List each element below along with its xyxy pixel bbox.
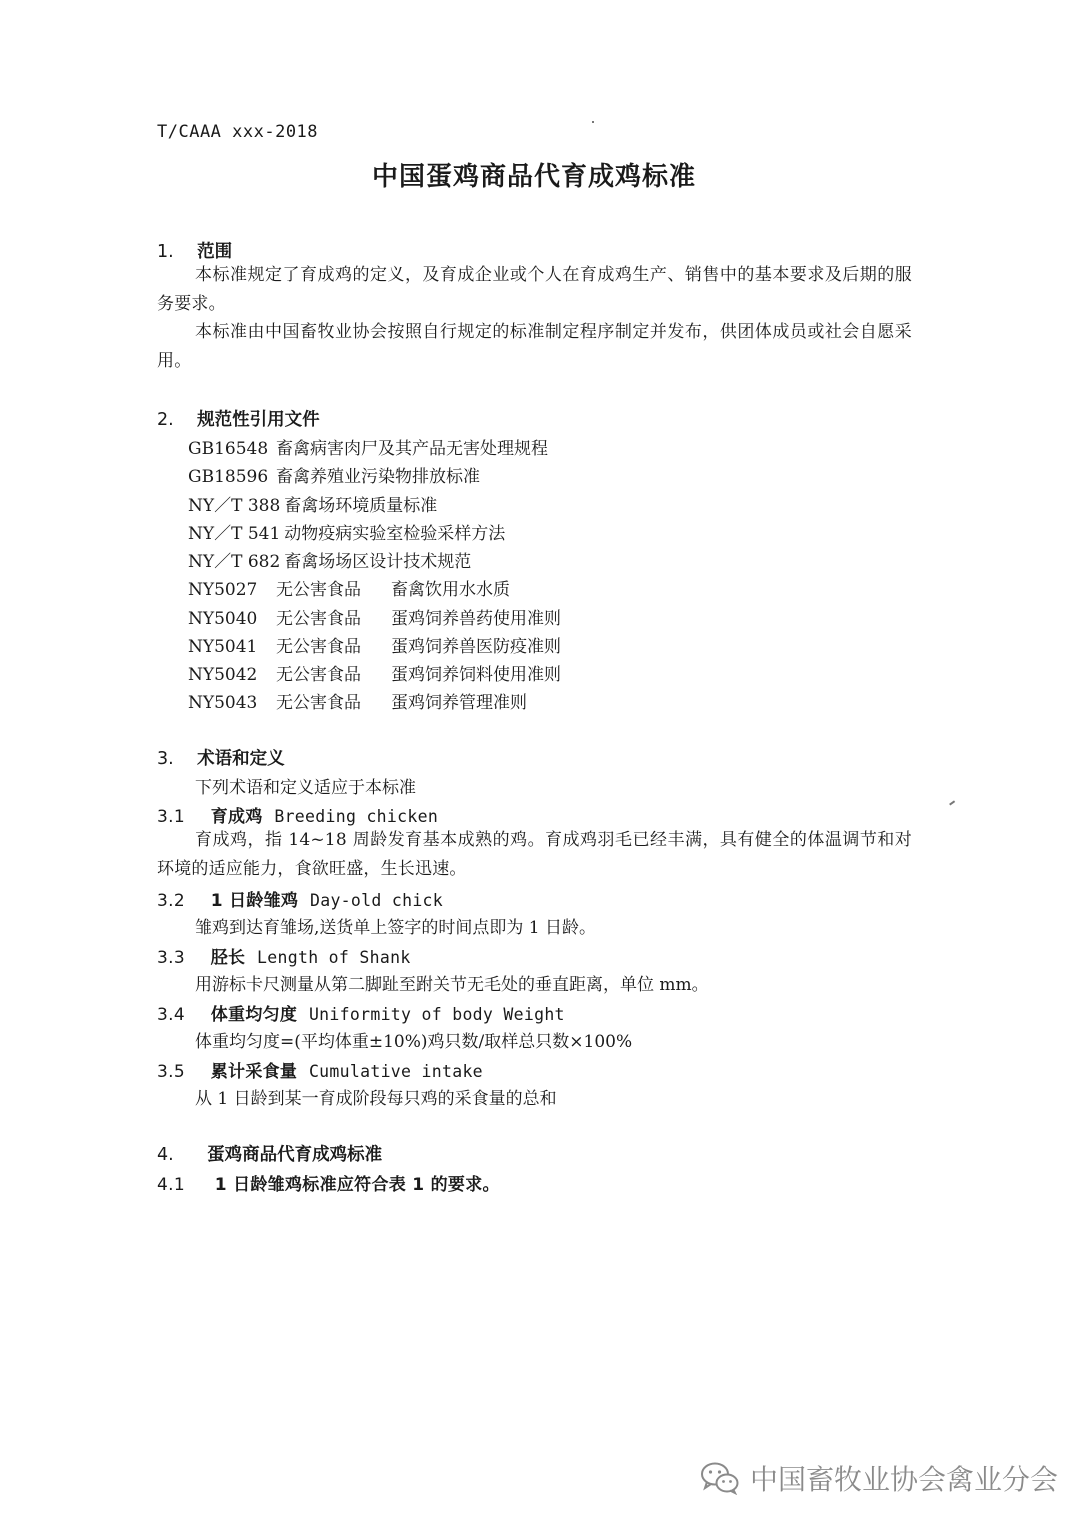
subsection-4-1 — [157, 1170, 506, 1195]
term-name-zh: 体重均匀度 — [210, 1005, 298, 1025]
section-1-heading — [157, 238, 232, 263]
section-number: 1. — [157, 242, 174, 262]
reference-category: 无公害食品 — [276, 637, 361, 657]
reference-name: 蛋鸡饲养兽药使用准则 — [391, 609, 561, 629]
section-2-heading — [157, 406, 320, 431]
reference-code: NY／T 682 — [188, 552, 281, 572]
section-title: 范围 — [197, 242, 233, 262]
term-definition: 从 1 日龄到某一育成阶段每只鸡的采食量的总和 — [195, 1089, 557, 1109]
wechat-icon — [700, 1461, 740, 1495]
section-1-paragraph-1: 本标准规定了育成鸡的定义，及育成企业或个人在育成鸡生产、销售中的基本要求及后期的服务要求。 — [157, 265, 912, 314]
section-title: 规范性引用文件 — [197, 410, 320, 430]
term-definition: 体重均匀度=(平均体重±10%)鸡只数/取样总只数×100% — [195, 1032, 633, 1052]
reference-item — [188, 604, 561, 629]
reference-code: NY5043 — [188, 693, 258, 713]
reference-category: 无公害食品 — [276, 609, 361, 629]
term-number: 3.4 — [157, 1005, 185, 1025]
scan-speck — [592, 121, 594, 123]
reference-code: NY／T 388 — [188, 496, 281, 516]
term-name-zh: 1 日龄雏鸡 — [210, 891, 299, 911]
section-title: 蛋鸡商品代育成鸡标准 — [207, 1145, 383, 1165]
reference-code: NY5027 — [188, 580, 258, 600]
reference-name: 蛋鸡饲养兽医防疫准则 — [391, 637, 561, 657]
reference-name: 畜禽病害肉尸及其产品无害处理规程 — [276, 439, 548, 459]
reference-name: 蛋鸡饲养管理准则 — [391, 693, 527, 713]
term-heading — [157, 1057, 483, 1082]
term-name-en: Breeding chicken — [274, 807, 439, 826]
reference-category: 无公害食品 — [276, 693, 361, 713]
reference-code: NY5041 — [188, 637, 258, 657]
term-name-zh: 育成鸡 — [210, 807, 263, 827]
term-heading — [157, 1000, 565, 1025]
reference-item — [188, 575, 510, 600]
reference-item — [188, 519, 505, 544]
term-number: 3.1 — [157, 807, 185, 827]
term-name-zh: 累计采食量 — [210, 1062, 298, 1082]
term-heading — [157, 943, 411, 968]
term-name-en: Day-old chick — [309, 891, 444, 910]
reference-name: 畜禽场场区设计技术规范 — [284, 552, 472, 572]
reference-code: NY5042 — [188, 665, 258, 685]
reference-item — [188, 660, 561, 685]
reference-item — [188, 462, 480, 487]
term-name-en: Cumulative intake — [308, 1062, 483, 1081]
reference-item — [188, 688, 527, 713]
term-definition: 雏鸡到达育雏场,送货单上签字的时间点即为 1 日龄。 — [195, 918, 597, 938]
subsection-text: 1 日龄雏鸡标准应符合表 1 的要求。 — [214, 1175, 500, 1195]
reference-name: 畜禽场环境质量标准 — [284, 496, 438, 516]
reference-name: 畜禽饮用水水质 — [391, 580, 510, 600]
reference-category: 无公害食品 — [276, 665, 361, 685]
section-number: 4. — [157, 1145, 174, 1165]
term-definition: 用游标卡尺测量从第二脚趾至跗关节无毛处的垂直距离，单位 mm。 — [195, 975, 709, 995]
reference-code: NY5040 — [188, 609, 258, 629]
term-heading — [157, 802, 438, 827]
section-1-paragraph-2: 本标准由中国畜牧业协会按照自行规定的标准制定程序制定并发布，供团体成员或社会自愿采用。 — [157, 322, 912, 371]
term-number: 3.2 — [157, 891, 185, 911]
term-name-zh: 胫长 — [210, 948, 246, 968]
reference-name: 畜禽养殖业污染物排放标准 — [276, 467, 480, 487]
section-number: 3. — [157, 749, 174, 769]
scan-speck — [949, 800, 955, 805]
document-code: T/CAAA xxx-2018 — [157, 122, 319, 142]
subsection-number: 4.1 — [157, 1175, 185, 1195]
section-3-heading — [157, 745, 285, 770]
term-name-en: Length of Shank — [257, 948, 411, 967]
reference-category: 无公害食品 — [276, 580, 361, 600]
reference-code: GB16548 — [188, 439, 269, 459]
term-heading — [157, 886, 443, 911]
reference-name: 蛋鸡饲养饲料使用准则 — [391, 665, 561, 685]
reference-name: 动物疫病实验室检验采样方法 — [284, 524, 506, 544]
term-name-en: Uniformity of body Weight — [308, 1005, 565, 1024]
reference-item — [188, 632, 561, 657]
term-number: 3.5 — [157, 1062, 185, 1082]
reference-item — [188, 547, 471, 572]
document-title: 中国蛋鸡商品代育成鸡标准 — [371, 162, 696, 192]
section-4-heading — [157, 1141, 382, 1166]
reference-item — [188, 491, 437, 516]
watermark-text: 中国畜牧业协会禽业分会 — [750, 1463, 1059, 1496]
term-number: 3.3 — [157, 948, 185, 968]
reference-code: GB18596 — [188, 467, 269, 487]
section-3-intro: 下列术语和定义适应于本标准 — [195, 778, 416, 798]
section-title: 术语和定义 — [197, 749, 285, 769]
term-definition: 育成鸡，指 14~18 周龄发育基本成熟的鸡。育成鸡羽毛已经丰满，具有健全的体温调节和对环境的适应能力，食欲旺盛，生长迅速。 — [157, 830, 912, 879]
reference-code: NY／T 541 — [188, 524, 281, 544]
reference-item — [188, 434, 548, 459]
watermark — [700, 1458, 1058, 1498]
section-number: 2. — [157, 410, 174, 430]
